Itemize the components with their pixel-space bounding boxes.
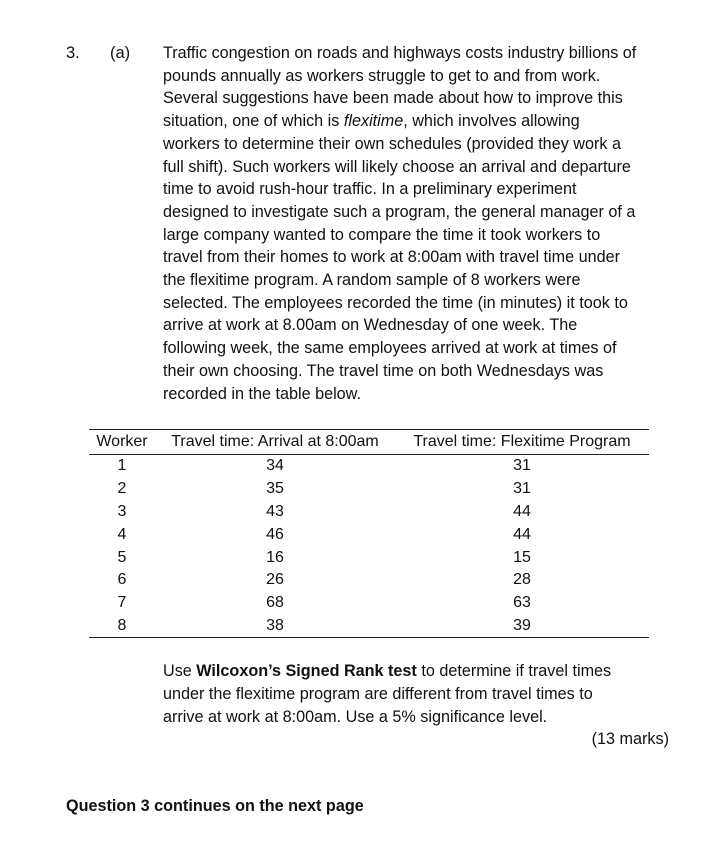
table-row	[89, 455, 649, 478]
flexitime-cell: 28	[513, 571, 531, 589]
paragraph-line: workers to determine their own schedules (provided they work a	[163, 134, 621, 153]
header-flexitime: Travel time: Flexitime Program	[413, 433, 631, 450]
table-row	[89, 523, 649, 546]
arrival-time-cell: 16	[266, 548, 284, 566]
paragraph-line-text: , which involves allowing	[403, 112, 580, 131]
instruction-line: under the flexitime program are different from travel times to	[163, 685, 593, 703]
flexitime-term: flexitime	[343, 112, 404, 131]
worker-cell: 1	[117, 457, 127, 475]
question-part-label: (a)	[110, 44, 131, 62]
paragraph-line: the flexitime program. A random sample of 8 workers were	[163, 271, 581, 290]
instruction-text: Use	[163, 662, 197, 680]
paragraph-line: travel from their homes to work at 8:00am with travel time under	[163, 248, 621, 267]
flexitime-cell: 44	[513, 525, 531, 543]
flexitime-cell: 31	[513, 480, 531, 498]
arrival-time-cell: 68	[266, 594, 284, 612]
instruction-paragraph	[163, 660, 663, 729]
worker-cell: 2	[117, 480, 127, 498]
header-worker: Worker	[96, 433, 148, 450]
paragraph-line: selected. The employees recorded the time (in minutes) it took to	[163, 293, 628, 312]
paragraph-line: time to avoid rush-hour traffic. In a preliminary experiment	[163, 180, 577, 199]
flexitime-cell: 15	[513, 548, 531, 566]
paragraph-line: recorded in the table below.	[163, 384, 361, 403]
continuation-note: Question 3 continues on the next page	[66, 797, 364, 815]
arrival-time-cell: 35	[266, 480, 284, 498]
paragraph-line: pounds annually as workers struggle to get to and from work.	[163, 66, 601, 85]
paragraph-line: Several suggestions have been made about how to improve this	[163, 89, 623, 108]
flexitime-cell: 39	[513, 616, 531, 634]
instruction-text: to determine if travel times	[416, 662, 612, 680]
paragraph-line: following week, the same employees arrived at work at times of	[163, 339, 617, 358]
table-header-row	[89, 430, 649, 455]
worker-cell: 7	[117, 594, 127, 612]
worker-cell: 6	[117, 571, 127, 589]
worker-cell: 5	[117, 548, 127, 566]
paragraph-line: their own choosing. The travel time on both Wednesdays was	[163, 361, 604, 380]
table-row	[89, 546, 649, 569]
arrival-time-cell: 46	[266, 525, 284, 543]
question-number: 3.	[66, 44, 80, 62]
paragraph-line: arrive at work at 8.00am on Wednesday of one week. The	[163, 316, 578, 335]
worker-cell: 4	[117, 525, 127, 543]
paragraph-line: designed to investigate such a program, the general manager of a	[163, 202, 636, 221]
flexitime-cell: 31	[513, 457, 531, 475]
table-row	[89, 501, 649, 524]
paragraph-line: Traffic congestion on roads and highways costs industry billions of	[163, 44, 637, 62]
arrival-time-cell: 38	[266, 616, 284, 634]
paragraph-line	[163, 110, 673, 133]
table-row	[89, 478, 649, 501]
paragraph-line-text: situation, one of which is	[163, 112, 344, 131]
marks-label: (13 marks)	[591, 730, 669, 748]
travel-time-table	[89, 429, 649, 638]
worker-cell: 3	[117, 502, 127, 520]
instruction-line	[163, 660, 663, 683]
arrival-time-cell: 34	[266, 457, 284, 475]
flexitime-cell: 44	[513, 502, 531, 520]
test-name: Wilcoxon’s Signed Rank test	[196, 662, 417, 680]
worker-cell: 8	[117, 616, 127, 634]
arrival-time-cell: 43	[266, 502, 284, 520]
question-paragraph	[163, 42, 673, 405]
flexitime-cell: 63	[513, 594, 531, 612]
paragraph-line: large company wanted to compare the time it took workers to	[163, 225, 601, 244]
paragraph-line: full shift). Such workers will likely choose an arrival and departure	[163, 157, 631, 176]
arrival-time-cell: 26	[266, 571, 284, 589]
table-row	[89, 569, 649, 592]
table-row	[89, 615, 649, 638]
table-row	[89, 592, 649, 615]
header-arrival-8am: Travel time: Arrival at 8:00am	[171, 433, 379, 450]
instruction-line: arrive at work at 8:00am. Use a 5% significance level.	[163, 708, 548, 726]
